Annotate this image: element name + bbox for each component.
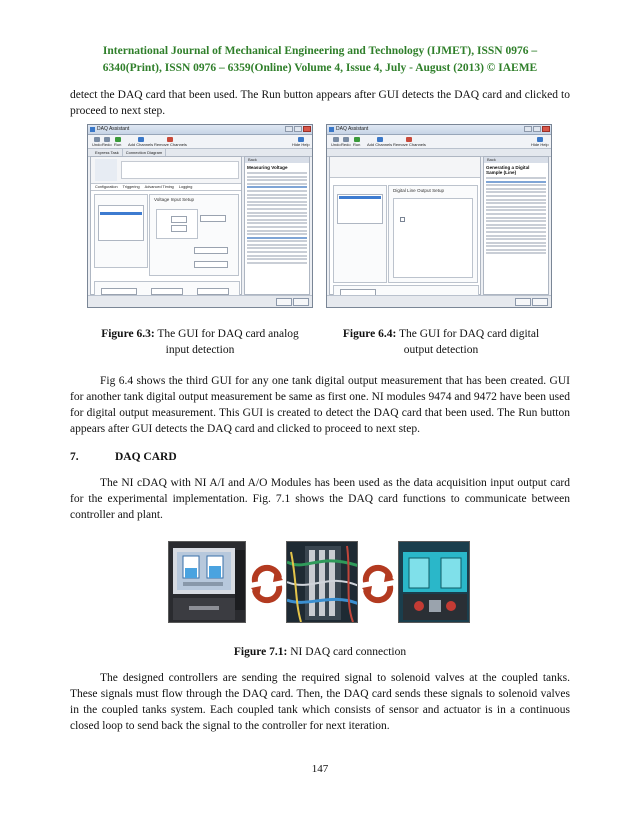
window-titlebar (327, 125, 551, 135)
paragraph-intro: detect the DAQ card that been used. The Run button appears after GUI detects the DAQ card and clicked to proceed to next step. (70, 89, 570, 117)
cancel-button (293, 298, 309, 306)
page-number: 147 (311, 763, 329, 775)
figure-6-3-caption (83, 326, 317, 358)
tab-connection-diagram: Connection Diagram (123, 149, 166, 156)
coupled-tanks-photo (398, 541, 470, 623)
scaled-units-field (200, 215, 226, 222)
window-controls (285, 126, 311, 133)
figure-6-3-label: Figure 6.3: (101, 328, 155, 340)
subtab-logging: Logging (178, 185, 193, 189)
paragraph-daq-card: The NI cDAQ with NI A/I and A/O Modules has been used as the data acquisition input output card for the experimental implementation. Fig. 7.1 shows the DAQ card functions to communicate between controller and plant. (70, 477, 570, 521)
selected-channel (100, 212, 142, 215)
journal-header-line2: 6340(Print), ISSN 0976 – 6359(Online) Volume 4, Issue 4, July - August (2013) © IAEME (102, 62, 538, 74)
daq-card-wiring-photo (286, 541, 358, 623)
add-channels-button: Add Channels (367, 137, 392, 147)
undo-button: Undo (92, 137, 102, 147)
figure-7-1-caption (70, 644, 570, 660)
rate-field (197, 288, 229, 295)
ok-button (276, 298, 292, 306)
journal-header (70, 43, 570, 77)
minimize-icon (524, 126, 532, 132)
remove-channels-button: Remove Channels (393, 137, 426, 147)
hide-help-button: Hide Help (292, 137, 310, 147)
help-pane (483, 156, 549, 295)
redo-button: Redo (102, 137, 112, 147)
digital-output-panel (388, 185, 478, 283)
figure-6-4-caption (322, 326, 560, 358)
dialog-footer (88, 295, 312, 307)
redo-button: Redo (341, 137, 351, 147)
channel-list (337, 194, 383, 224)
figure-7-1-text: NI DAQ card connection (287, 646, 407, 658)
voltage-input-panel (149, 194, 239, 276)
config-area (329, 156, 481, 295)
figure-6-4-screenshot (326, 124, 552, 308)
run-button: Run (114, 137, 121, 147)
config-subtabs (91, 184, 241, 191)
dialog-footer (327, 295, 551, 307)
panel-title: Digital Line Output Setup (393, 188, 445, 193)
toolbar (88, 135, 312, 149)
settings-group (393, 198, 473, 278)
panel-title: Voltage Input Setup (154, 197, 195, 202)
add-channels-button: Add Channels (128, 137, 153, 147)
window-title: DAQ Assistant (97, 126, 130, 132)
cancel-button (532, 298, 548, 306)
samples-to-read-field (151, 288, 183, 295)
close-icon (542, 126, 550, 132)
subtab-configuration: Configuration (95, 185, 118, 189)
graph-area (121, 161, 239, 179)
help-back-button: Back (245, 157, 309, 163)
help-title: Generating a Digital Sample (Line) (486, 165, 530, 175)
section-heading (70, 449, 177, 465)
custom-scaling-field (194, 261, 228, 268)
selected-channel (339, 196, 381, 199)
window-title: DAQ Assistant (336, 126, 369, 132)
task-body (329, 156, 549, 295)
ok-button (515, 298, 531, 306)
invert-line-checkbox (400, 217, 405, 222)
help-pane (244, 156, 310, 295)
channel-settings-panel (333, 185, 387, 283)
section-title: DAQ CARD (115, 451, 177, 463)
acquisition-mode-field (101, 288, 137, 295)
section-number: 7. (70, 451, 79, 463)
figure-6-4-label: Figure 6.4: (342, 328, 397, 340)
figure-6-3-text-1: The GUI for DAQ card analog (154, 328, 299, 340)
app-icon (90, 127, 95, 132)
undo-button: Undo (331, 137, 341, 147)
maximize-icon (533, 126, 541, 132)
figure-6-4-text-2: output detection (403, 344, 479, 356)
bidirectional-arrow-icon (360, 560, 396, 608)
app-icon (329, 127, 334, 132)
figure-7-1-label: Figure 7.1: (233, 646, 288, 658)
help-back-button: Back (484, 157, 548, 163)
channel-settings-panel (94, 194, 148, 268)
figure-6-3-screenshot (87, 124, 313, 308)
subtab-triggering: Triggering (122, 185, 140, 189)
window-controls (524, 126, 550, 133)
timing-settings-panel (94, 281, 240, 296)
run-button: Run (353, 137, 360, 147)
figure-6-4-text-1: The GUI for DAQ card digital (396, 328, 540, 340)
bidirectional-arrow-icon (249, 560, 285, 608)
toolbar (327, 135, 551, 149)
channel-list (98, 205, 144, 241)
journal-header-line1: International Journal of Mechanical Engineering and Technology (IJMET), ISSN 0976 – (102, 45, 538, 57)
tab-express-task: Express Task (92, 149, 123, 156)
paragraph-controllers: The designed controllers are sending the required signal to solenoid valves at the coupled tanks. These signals must flow through the DAQ card. Then, the DAQ card sends these signals to solenoid valves in the coupled tanks system. Each coupled tank which consists of sensor and actuator is in a continuous closed loop to send back the signal to the controller for next iteration. (70, 672, 570, 732)
help-title: Measuring Voltage (247, 165, 288, 170)
paragraph-fig64-description: Fig 6.4 shows the third GUI for any one tank digital output measurement that has been created. GUI for another tank digital output measurement be same as first one. NI modules 9474 and 9472 have been used for digital output measurement. This GUI is created to detect the DAQ card that been used. The Run button appears after GUI detects the DAQ card and clicked to proceed to next step. (70, 375, 570, 435)
min-field (171, 225, 187, 232)
window-titlebar (88, 125, 312, 135)
max-field (171, 216, 187, 223)
controller-pc-photo (168, 541, 246, 623)
terminal-config-field (194, 247, 228, 254)
line-strip (330, 157, 480, 178)
maximize-icon (294, 126, 302, 132)
remove-channels-button: Remove Channels (154, 137, 187, 147)
hide-help-button: Hide Help (531, 137, 549, 147)
close-icon (303, 126, 311, 132)
minimize-icon (285, 126, 293, 132)
task-body (90, 156, 310, 295)
graph-strip (91, 157, 241, 184)
config-area (90, 156, 242, 295)
signal-range-group (156, 209, 198, 239)
graph-legend (95, 159, 117, 181)
subtab-advanced-timing: Advanced Timing (144, 185, 174, 189)
figure-6-3-text-2: input detection (165, 344, 235, 356)
